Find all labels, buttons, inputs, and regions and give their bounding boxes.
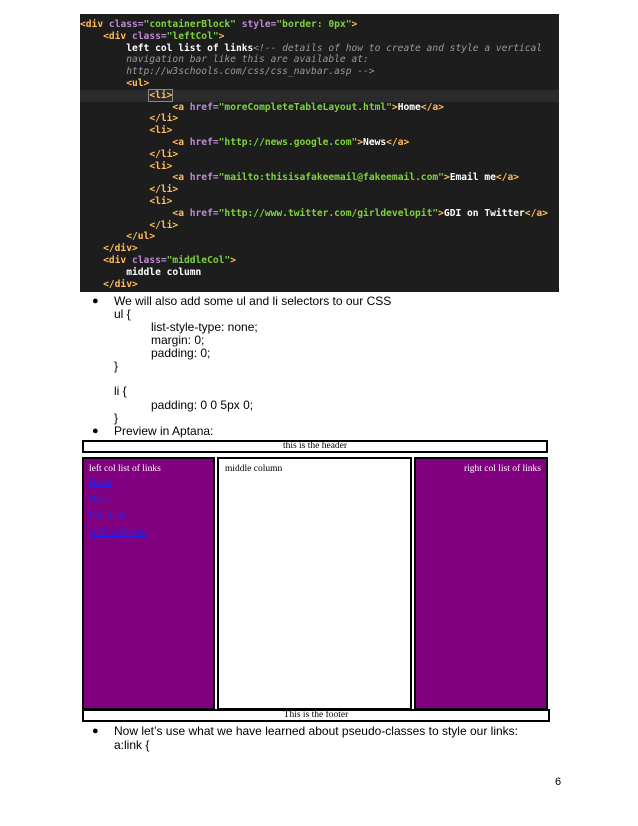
code-token	[80, 220, 149, 231]
nav-link-home[interactable]: Home	[89, 478, 113, 488]
code-token: http://w3schools.com/css/css_navbar.asp -->	[80, 66, 375, 78]
code-line	[80, 161, 559, 173]
code-line	[80, 125, 559, 137]
preview-header	[82, 440, 548, 453]
nav-link-list	[84, 475, 213, 541]
code-token	[80, 161, 149, 172]
code-token	[80, 208, 172, 219]
code-token: <li>	[149, 195, 173, 207]
code-token: "leftCol"	[166, 30, 219, 42]
code-token: </div>	[103, 243, 138, 255]
code-token	[80, 184, 149, 195]
bullet-dot: ●	[92, 725, 99, 737]
code-token: </li>	[149, 219, 179, 231]
code-line	[80, 66, 559, 78]
code-token: href=	[189, 207, 219, 219]
code-token: </div>	[103, 278, 138, 290]
code-token: "middleCol"	[166, 254, 231, 266]
code-token	[80, 196, 149, 207]
code-token: >	[230, 254, 236, 266]
css-li-close: }	[114, 411, 119, 425]
code-token: "http://news.google.com"	[218, 136, 358, 148]
code-token: </ul>	[126, 231, 156, 243]
code-token: class=	[108, 19, 144, 30]
code-token: Home	[397, 101, 421, 113]
code-token	[80, 255, 103, 266]
code-token: style=	[241, 19, 277, 30]
code-line	[80, 184, 559, 196]
code-line	[80, 255, 559, 267]
code-token: navigation bar like this are available at:	[80, 54, 369, 66]
css-ul-open: ul {	[114, 307, 131, 321]
code-token: </li>	[149, 148, 179, 160]
code-token: </a>	[386, 136, 410, 148]
code-token: </li>	[149, 184, 179, 196]
nav-link-email[interactable]: Email me	[89, 511, 126, 521]
middle-column-title: middle column	[225, 464, 283, 474]
code-line	[80, 78, 559, 90]
nav-link-twitter[interactable]: GDI on Twitter	[89, 527, 148, 538]
code-token: class=	[132, 254, 167, 266]
code-token: <div	[80, 19, 109, 30]
code-token: <a	[172, 136, 190, 148]
code-token: </a>	[495, 172, 520, 184]
list-item	[89, 475, 213, 492]
page-number: 6	[555, 776, 562, 788]
code-line	[80, 149, 559, 161]
code-token: href=	[189, 136, 219, 148]
code-token: "border: 0px"	[276, 19, 352, 30]
code-line	[80, 43, 559, 55]
bullet-text-preview: Preview in Aptana:	[114, 424, 214, 438]
preview-right-column	[414, 457, 548, 710]
code-token: >	[391, 101, 398, 113]
code-token: >	[357, 136, 364, 148]
preview-footer	[82, 709, 550, 722]
list-item	[89, 508, 213, 525]
css-ul-list-style: list-style-type: none;	[151, 320, 258, 334]
code-token: class=	[132, 30, 167, 42]
code-token: "http://www.twitter.com/girldevelopit"	[218, 207, 439, 219]
css-ul-padding: padding: 0;	[151, 346, 211, 360]
right-column-title: right col list of links	[463, 464, 541, 474]
code-token	[80, 279, 103, 290]
code-token	[80, 78, 126, 89]
code-line	[80, 172, 559, 184]
code-line	[80, 90, 559, 102]
code-token: GDI on Twitter	[443, 207, 525, 219]
code-token: <a	[172, 101, 190, 113]
code-token: <div	[103, 30, 132, 42]
css-ul-margin: margin: 0;	[151, 333, 205, 347]
code-token: </a>	[524, 207, 548, 219]
bullet-dot: ●	[92, 425, 99, 437]
code-token: >	[443, 172, 450, 184]
preview-header-text: this is the header	[282, 441, 348, 451]
list-item	[89, 525, 213, 542]
code-token: <!-- details of how to create and style a vertical	[253, 42, 543, 54]
code-token	[80, 231, 126, 242]
code-token: href=	[189, 172, 219, 184]
code-token: >	[438, 207, 444, 219]
code-token	[80, 113, 149, 124]
code-token	[80, 102, 172, 113]
preview-middle-column	[217, 457, 412, 710]
preview-footer-text: This is the footer	[283, 710, 349, 720]
code-token	[80, 137, 172, 148]
bullet-text-pseudo-classes: Now let’s use what we have learned about pseudo-classes to style our links:	[114, 724, 518, 738]
code-token: "moreCompleteTableLayout.html"	[218, 101, 392, 113]
css-li-padding: padding: 0 0 5px 0;	[151, 398, 254, 412]
code-token: >	[218, 30, 225, 42]
code-line	[80, 137, 559, 149]
code-token	[80, 125, 149, 136]
code-line	[80, 19, 559, 31]
code-token: <li>	[149, 160, 173, 172]
css-ul-close: }	[114, 359, 119, 373]
code-token: <a	[172, 207, 190, 219]
css-alink-open: a:link {	[114, 738, 150, 752]
code-token: <li>	[149, 89, 173, 101]
code-token: Email me	[449, 172, 496, 184]
code-line	[80, 113, 559, 125]
code-token: middle column	[80, 266, 202, 278]
code-token: </li>	[149, 113, 179, 125]
code-token: <div	[103, 254, 132, 266]
code-token: <li>	[149, 125, 173, 137]
code-line	[80, 231, 559, 243]
code-token	[80, 149, 149, 160]
css-li-open: li {	[114, 384, 127, 398]
bullet-text-css-selectors: We will also add some ul and li selectors to our CSS	[114, 294, 392, 308]
code-token	[80, 243, 103, 254]
nav-link-news[interactable]: News	[89, 494, 111, 505]
code-token: "containerBlock"	[143, 19, 242, 30]
code-token: News	[363, 136, 387, 148]
code-token: "mailto:thisisafakeemail@fakeemail.com"	[218, 172, 444, 184]
code-line	[80, 31, 559, 43]
code-token	[80, 172, 172, 183]
code-line	[80, 208, 559, 220]
code-token: </a>	[420, 101, 444, 113]
left-column-title: left col list of links	[89, 464, 161, 474]
code-line	[80, 54, 559, 66]
preview-left-column	[82, 457, 215, 710]
bullet-dot: ●	[92, 295, 99, 307]
code-line	[80, 102, 559, 114]
code-token: <ul>	[126, 77, 150, 89]
code-line	[80, 279, 559, 291]
code-token	[80, 90, 149, 101]
code-token: left col list of links	[80, 42, 254, 54]
code-line	[80, 243, 559, 255]
code-line	[80, 220, 559, 232]
code-token: <a	[172, 172, 190, 184]
code-screenshot	[80, 14, 559, 292]
code-token: >	[351, 19, 358, 30]
code-line	[80, 196, 559, 208]
code-token	[80, 31, 103, 42]
code-line	[80, 267, 559, 279]
code-token: href=	[189, 101, 219, 113]
list-item	[89, 492, 213, 509]
